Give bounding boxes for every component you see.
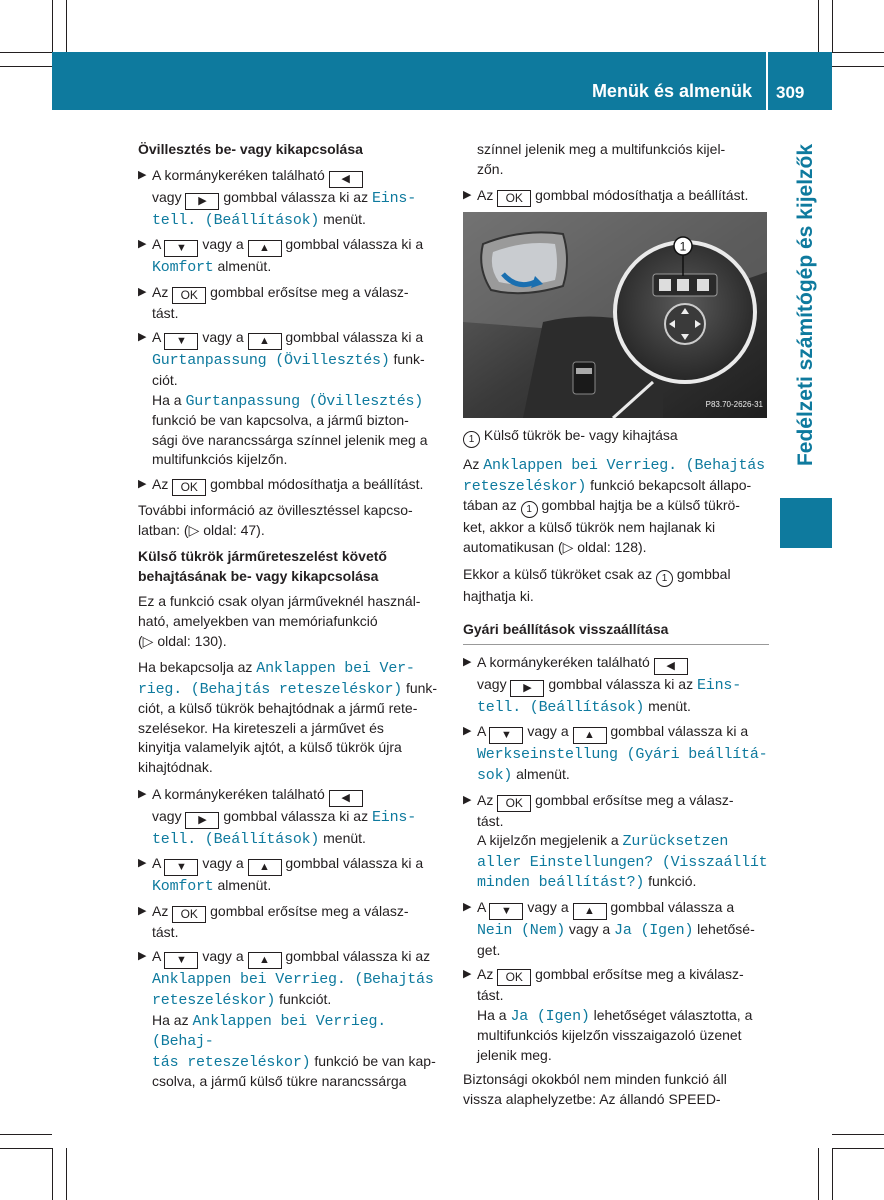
step-text: almenüt.	[217, 877, 272, 894]
up-key-icon: ▲	[248, 952, 282, 969]
paragraph	[138, 658, 444, 778]
instruction-step	[138, 283, 444, 324]
step-text: funkciót.	[279, 991, 332, 1008]
step-text: gombbal válassza ki az	[223, 188, 369, 205]
paragraph: További információ az övillesztéssel kapcso- latban: (▷ oldal: 47).	[138, 501, 413, 538]
instruction-step	[463, 186, 769, 207]
paragraph-text: funk- ciót, a külső tükrök behajtódnak a jármű rete- szelésekor. Ha kireteszeli a járművet és kinyitja valamelyik ajtót, a külső tükrök újra kihajtódnak.	[138, 679, 438, 776]
instruction-step	[138, 475, 444, 496]
step-text: vagy a	[527, 723, 569, 740]
paragraph-text: funkció bekapcsolt állapo- tában az	[463, 476, 752, 514]
message-name: Zurücksetzen aller Einstellungen? (Visszaállít minden beállítást?)	[477, 833, 768, 892]
step-text: gombbal erősítse meg a kiválasz- tást.	[477, 966, 744, 1004]
step-text: menüt.	[323, 210, 366, 227]
section-heading: Gyári beállítások visszaállítása	[463, 620, 769, 645]
instruction-step	[138, 947, 444, 1092]
step-text: gombbal módosíthatja a beállítást.	[210, 475, 424, 492]
up-key-icon: ▲	[248, 240, 282, 257]
bullet-arrow-icon: ▶	[463, 655, 472, 668]
step-text: A kormánykeréken található	[152, 785, 325, 802]
step-text: A	[152, 236, 161, 253]
function-name: Gurtanpassung (Övillesztés)	[185, 392, 424, 410]
left-key-icon: ◀	[329, 790, 363, 807]
crop-mark	[832, 66, 884, 67]
step-text: A	[477, 898, 486, 915]
instruction-step	[138, 854, 444, 897]
instruction-step	[138, 328, 444, 470]
callout-1-icon: 1	[656, 570, 673, 587]
crop-mark	[0, 66, 52, 67]
step-text: vagy a	[202, 236, 244, 253]
door-mirror-switch-photo	[463, 212, 767, 418]
chapter-marker-bar	[780, 498, 832, 548]
step-text: A	[152, 948, 161, 965]
up-key-icon: ▲	[248, 859, 282, 876]
ok-key-icon: OK	[497, 795, 531, 812]
crop-mark	[52, 1148, 53, 1200]
paragraph: Ez a funkció csak olyan járműveknél használ- ható, amelyekben van memóriafunkció (▷ oldal: 130).	[138, 593, 421, 649]
step-text: Ha a	[477, 1006, 507, 1023]
paragraph-text: gombbal hajthatja ki.	[463, 565, 731, 604]
step-text: vagy a	[568, 920, 611, 937]
step-text: gombbal válassza ki az	[285, 948, 431, 965]
step-text: vagy a	[202, 329, 244, 346]
ok-key-icon: OK	[172, 479, 206, 496]
paragraph: Biztonsági okokból nem minden funkció áll vissza alaphelyzetbe: Az állandó SPEED-	[463, 1071, 727, 1108]
page-title: Menük és almenük	[591, 81, 752, 101]
instruction-step	[463, 791, 769, 893]
step-text: funkció.	[648, 873, 697, 890]
left-key-icon: ◀	[329, 171, 363, 188]
crop-mark	[818, 0, 819, 52]
crop-mark	[0, 1148, 52, 1149]
option-name: Ja (Igen)	[614, 921, 694, 939]
step-text: gombbal erősítse meg a válasz- tást.	[152, 902, 409, 940]
right-column	[463, 140, 769, 1117]
page-number: 309	[776, 83, 805, 102]
option-name: Ja (Igen)	[510, 1007, 590, 1025]
paragraph-text: Ekkor a külső tükröket csak az	[463, 565, 653, 582]
menu-name: Komfort	[152, 878, 214, 896]
step-text: gombbal válassza ki az	[548, 675, 694, 692]
step-text: funkció be van kapcsolva, a jármű bizton- sági öve narancssárga színnel jelenik meg a multifunkciós kijelzőn.	[152, 412, 428, 468]
bullet-arrow-icon: ▶	[138, 857, 147, 870]
option-name: Nein (Nem)	[477, 921, 566, 939]
ok-key-icon: OK	[497, 190, 531, 207]
step-text: vagy a	[202, 948, 244, 965]
function-name: Anklappen bei Ver- rieg. (Behajtás reteszeléskor)	[138, 660, 415, 698]
callout-1: 1	[679, 239, 687, 254]
bullet-arrow-icon: ▶	[138, 904, 147, 917]
bullet-arrow-icon: ▶	[138, 238, 147, 251]
paragraph-text: Ha bekapcsolja az	[138, 659, 253, 676]
step-text: A kormánykeréken található	[477, 653, 650, 670]
step-text: A kormánykeréken található	[152, 166, 325, 183]
menu-name: Eins- tell. (Beállítások)	[477, 676, 742, 716]
paragraph	[463, 565, 769, 607]
bullet-arrow-icon: ▶	[463, 968, 472, 981]
crop-mark	[832, 1148, 833, 1200]
step-text: gombbal válassza ki a	[285, 855, 424, 872]
step-text: vagy a	[202, 855, 244, 872]
instruction-step	[463, 722, 769, 785]
crop-mark	[66, 0, 67, 52]
right-key-icon: ▶	[510, 680, 544, 697]
page-header	[52, 52, 832, 110]
step-text: vagy	[152, 188, 182, 205]
crop-mark	[832, 52, 884, 53]
step-text: A	[152, 855, 161, 872]
step-text: Az	[152, 283, 169, 300]
bullet-arrow-icon: ▶	[138, 950, 147, 963]
step-text: lehetősé- get.	[477, 920, 755, 958]
section-heading: Külső tükrök járműreteszelést követő behajtásának be- vagy kikapcsolása	[138, 548, 387, 584]
crop-mark	[832, 1134, 884, 1135]
step-text: A kijelzőn megjelenik a	[477, 832, 619, 849]
section-heading: Övillesztés be- vagy kikapcsolása	[138, 141, 363, 157]
bullet-arrow-icon: ▶	[463, 189, 472, 202]
down-key-icon: ▼	[164, 240, 198, 257]
instruction-step	[138, 785, 444, 850]
ok-key-icon: OK	[172, 287, 206, 304]
instruction-step	[463, 653, 769, 718]
step-text: menüt.	[323, 829, 366, 846]
bullet-arrow-icon: ▶	[463, 725, 472, 738]
bullet-arrow-icon: ▶	[463, 793, 472, 806]
step-text: funkció be van kap- csolva, a jármű külső tükre narancssárga	[152, 1052, 436, 1090]
bullet-arrow-icon: ▶	[138, 331, 147, 344]
crop-mark	[0, 52, 52, 53]
step-text: gombbal válassza ki a	[285, 329, 424, 346]
menu-name: Komfort	[152, 259, 214, 277]
step-text: vagy a	[527, 898, 569, 915]
down-key-icon: ▼	[489, 903, 523, 920]
step-text: menüt.	[648, 697, 691, 714]
instruction-step	[463, 965, 769, 1065]
paragraph	[463, 455, 769, 557]
down-key-icon: ▼	[164, 333, 198, 350]
step-text: almenüt.	[217, 258, 272, 275]
figure-caption	[463, 426, 769, 448]
step-text: A	[477, 723, 486, 740]
down-key-icon: ▼	[489, 727, 523, 744]
step-text: vagy	[152, 807, 182, 824]
crop-mark	[66, 1148, 67, 1200]
function-name: Anklappen bei Verrieg. (Behajtás reteszeléskor)	[463, 457, 765, 495]
chapter-side-tab	[780, 112, 832, 498]
bullet-arrow-icon: ▶	[138, 787, 147, 800]
menu-name: Eins- tell. (Beállítások)	[152, 808, 417, 848]
paragraph-text: Az	[463, 456, 480, 473]
bullet-arrow-icon: ▶	[138, 285, 147, 298]
function-name: Anklappen bei Verrieg. (Behajtás reteszeléskor)	[152, 971, 434, 1010]
down-key-icon: ▼	[164, 952, 198, 969]
instruction-step	[138, 902, 444, 943]
step-text: gombbal válassza ki a	[285, 236, 424, 253]
up-key-icon: ▲	[248, 333, 282, 350]
step-text: Az	[477, 791, 494, 808]
step-text: Az	[477, 187, 494, 204]
instruction-step	[138, 235, 444, 278]
left-column	[138, 140, 444, 1097]
header-divider	[766, 52, 768, 110]
ok-key-icon: OK	[497, 969, 531, 986]
left-key-icon: ◀	[654, 658, 688, 675]
step-text: Az	[152, 902, 169, 919]
bullet-arrow-icon: ▶	[138, 168, 147, 181]
bullet-arrow-icon: ▶	[138, 477, 147, 490]
step-text: vagy	[477, 675, 507, 692]
callout-1-icon: 1	[463, 431, 480, 448]
up-key-icon: ▲	[573, 903, 607, 920]
up-key-icon: ▲	[573, 727, 607, 744]
step-text: gombbal válassza ki az	[223, 807, 369, 824]
chapter-title: Fedélzeti számítógép és kijelzők	[794, 143, 817, 467]
crop-mark	[832, 1148, 884, 1149]
ok-key-icon: OK	[172, 906, 206, 923]
step-text: gombbal válassza ki a	[610, 723, 749, 740]
step-text: funk- ciót.	[152, 351, 425, 388]
function-name: Gurtanpassung (Övillesztés)	[152, 352, 390, 370]
callout-1-icon: 1	[521, 501, 538, 518]
paragraph: színnel jelenik meg a multifunkciós kijel- zőn.	[477, 141, 726, 177]
step-text: Az	[477, 966, 494, 983]
crop-mark	[0, 1134, 52, 1135]
menu-name: Werkseinstellung (Gyári beállítá- sok)	[477, 746, 768, 784]
paragraph-text: gombbal hajtja be a külső tükrö- ket, akkor a külső tükrök nem hajlanak ki automatikusan (▷ oldal: 128).	[463, 497, 740, 555]
function-name: Anklappen bei Verrieg. (Behaj- tás reteszeléskor)	[152, 1012, 387, 1071]
photo-code: P83.70-2626-31	[705, 399, 763, 409]
right-key-icon: ▶	[185, 193, 219, 210]
down-key-icon: ▼	[164, 859, 198, 876]
instruction-step	[138, 166, 444, 231]
photo-illustration	[463, 212, 767, 418]
step-text: Ha a	[152, 391, 182, 408]
instruction-step	[463, 898, 769, 960]
crop-mark	[52, 0, 53, 52]
step-text: almenüt.	[516, 765, 570, 782]
menu-name: Eins- tell. (Beállítások)	[152, 189, 417, 229]
crop-mark	[818, 1148, 819, 1200]
step-text: lehetőséget választotta, a multifunkciós kijelzőn visszaigazoló üzenet jelenik meg.	[477, 1006, 753, 1063]
step-text: Ha az	[152, 1011, 189, 1028]
caption-text: Külső tükrök be- vagy kihajtása	[483, 427, 678, 444]
right-key-icon: ▶	[185, 812, 219, 829]
bullet-arrow-icon: ▶	[463, 900, 472, 913]
step-text: gombbal válassza a	[610, 898, 735, 915]
step-text: gombbal erősítse meg a válasz- tást.	[152, 283, 409, 321]
step-text: Az	[152, 475, 169, 492]
step-text: gombbal módosíthatja a beállítást.	[535, 187, 749, 204]
step-text: gombbal erősítse meg a válasz- tást.	[477, 791, 734, 829]
step-text: A	[152, 329, 161, 346]
crop-mark	[832, 0, 833, 52]
